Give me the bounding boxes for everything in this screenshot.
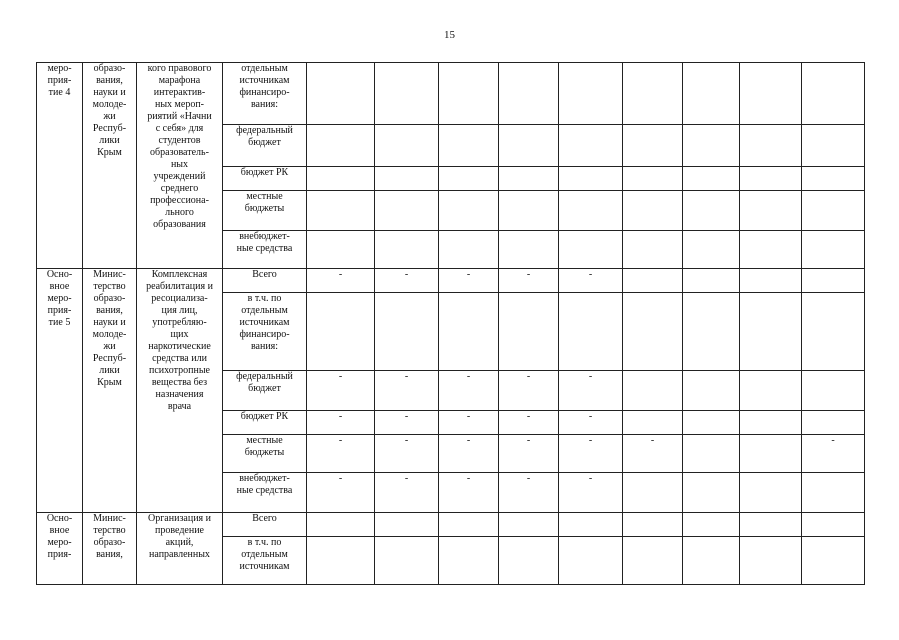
value-cell (740, 125, 802, 167)
funding-source-cell: Всего (223, 513, 307, 537)
value-cell: - (499, 473, 559, 513)
value-cell (623, 513, 683, 537)
executor-cell: Минис- терство образо- вания, (83, 513, 137, 585)
value-cell (375, 293, 439, 371)
value-cell (740, 371, 802, 411)
value-cell (802, 167, 865, 191)
value-cell (375, 191, 439, 231)
table-row (37, 269, 865, 293)
value-cell (740, 537, 802, 585)
value-cell (439, 125, 499, 167)
value-cell (740, 513, 802, 537)
value-cell (439, 231, 499, 269)
value-cell: - (439, 371, 499, 411)
financing-table (36, 62, 865, 585)
funding-source-cell: бюджет РК (223, 167, 307, 191)
event-cell: меро- прия- тие 4 (37, 63, 83, 269)
value-cell (499, 537, 559, 585)
value-cell (623, 473, 683, 513)
value-cell (499, 125, 559, 167)
value-cell: - (375, 473, 439, 513)
value-cell (802, 293, 865, 371)
value-cell (740, 63, 802, 125)
value-cell: - (559, 269, 623, 293)
value-cell (439, 63, 499, 125)
value-cell (307, 63, 375, 125)
value-cell (623, 293, 683, 371)
table-row (37, 513, 865, 537)
value-cell (499, 167, 559, 191)
value-cell: - (307, 411, 375, 435)
value-cell (439, 293, 499, 371)
value-cell (375, 167, 439, 191)
value-cell (439, 191, 499, 231)
value-cell: - (559, 473, 623, 513)
value-cell (307, 231, 375, 269)
value-cell (559, 63, 623, 125)
value-cell (802, 537, 865, 585)
value-cell (559, 191, 623, 231)
value-cell (802, 63, 865, 125)
funding-source-cell: бюджет РК (223, 411, 307, 435)
value-cell (307, 125, 375, 167)
value-cell: - (559, 371, 623, 411)
value-cell: - (499, 269, 559, 293)
funding-source-cell: Всего (223, 269, 307, 293)
value-cell (375, 231, 439, 269)
funding-source-cell: внебюджет- ные средства (223, 231, 307, 269)
value-cell (623, 167, 683, 191)
value-cell (439, 513, 499, 537)
event-name-cell: Организация и проведение акций, направленных (137, 513, 223, 585)
value-cell (623, 125, 683, 167)
value-cell (683, 537, 740, 585)
value-cell (802, 513, 865, 537)
value-cell (559, 167, 623, 191)
value-cell (740, 293, 802, 371)
value-cell (740, 167, 802, 191)
value-cell (683, 231, 740, 269)
value-cell: - (307, 371, 375, 411)
value-cell (740, 269, 802, 293)
funding-source-cell: федеральный бюджет (223, 125, 307, 167)
value-cell (375, 125, 439, 167)
value-cell: - (375, 371, 439, 411)
value-cell (802, 371, 865, 411)
value-cell (802, 411, 865, 435)
value-cell (499, 293, 559, 371)
value-cell (802, 473, 865, 513)
value-cell: - (375, 435, 439, 473)
value-cell (499, 63, 559, 125)
value-cell (559, 537, 623, 585)
value-cell (499, 231, 559, 269)
event-cell: Осно- вное меро- прия- тие 5 (37, 269, 83, 513)
value-cell (307, 513, 375, 537)
value-cell (499, 513, 559, 537)
executor-cell: Минис- терство образо- вания, науки и молоде- жи Респуб- лики Крым (83, 269, 137, 513)
value-cell (559, 293, 623, 371)
value-cell (683, 435, 740, 473)
funding-source-cell: в т.ч. по отдельным источникам (223, 537, 307, 585)
event-name-cell: Комплексная реабилитация и ресоциализа- ция лиц, употребляю- щих наркотические средства или психотропные вещества без назначения врача (137, 269, 223, 513)
value-cell (307, 191, 375, 231)
value-cell (802, 231, 865, 269)
value-cell: - (499, 435, 559, 473)
value-cell (740, 473, 802, 513)
value-cell: - (439, 473, 499, 513)
value-cell (623, 191, 683, 231)
value-cell (683, 269, 740, 293)
value-cell: - (439, 411, 499, 435)
value-cell: - (559, 411, 623, 435)
value-cell (307, 293, 375, 371)
value-cell (375, 537, 439, 585)
event-name-cell: кого правового марафона интерактив- ных мероп- риятий «Начни с себя» для студентов образователь- ных учреждений среднего профессиона- льного образования (137, 63, 223, 269)
value-cell (375, 513, 439, 537)
value-cell (307, 167, 375, 191)
value-cell (559, 231, 623, 269)
value-cell: - (499, 371, 559, 411)
funding-source-cell: местные бюджеты (223, 435, 307, 473)
funding-source-cell: внебюджет- ные средства (223, 473, 307, 513)
value-cell (439, 167, 499, 191)
funding-source-cell: федеральный бюджет (223, 371, 307, 411)
value-cell: - (307, 269, 375, 293)
funding-source-cell: местные бюджеты (223, 191, 307, 231)
value-cell: - (439, 269, 499, 293)
value-cell: - (439, 435, 499, 473)
value-cell (683, 411, 740, 435)
value-cell (683, 293, 740, 371)
value-cell (623, 371, 683, 411)
value-cell (740, 435, 802, 473)
value-cell (559, 513, 623, 537)
value-cell (802, 125, 865, 167)
value-cell (623, 63, 683, 125)
value-cell (559, 125, 623, 167)
value-cell (375, 63, 439, 125)
value-cell (683, 371, 740, 411)
value-cell: - (623, 435, 683, 473)
value-cell: - (499, 411, 559, 435)
value-cell (740, 231, 802, 269)
value-cell: - (307, 473, 375, 513)
value-cell: - (375, 269, 439, 293)
value-cell (623, 231, 683, 269)
value-cell: - (307, 435, 375, 473)
value-cell (802, 191, 865, 231)
value-cell (623, 269, 683, 293)
page-number: 15 (444, 29, 455, 41)
funding-source-cell: в т.ч. по отдельным источникам финансиро- вания: (223, 293, 307, 371)
value-cell (499, 191, 559, 231)
value-cell (623, 537, 683, 585)
value-cell (740, 191, 802, 231)
value-cell (802, 269, 865, 293)
value-cell: - (375, 411, 439, 435)
value-cell (623, 411, 683, 435)
value-cell (683, 125, 740, 167)
value-cell (683, 63, 740, 125)
value-cell (683, 473, 740, 513)
value-cell (683, 513, 740, 537)
value-cell (683, 191, 740, 231)
event-cell: Осно- вное меро- прия- (37, 513, 83, 585)
table-row (37, 63, 865, 125)
value-cell: - (559, 435, 623, 473)
funding-source-cell: отдельным источникам финансиро- вания: (223, 63, 307, 125)
value-cell (439, 537, 499, 585)
value-cell (307, 537, 375, 585)
executor-cell: образо- вания, науки и молоде- жи Респуб- лики Крым (83, 63, 137, 269)
value-cell (740, 411, 802, 435)
value-cell: - (802, 435, 865, 473)
value-cell (683, 167, 740, 191)
